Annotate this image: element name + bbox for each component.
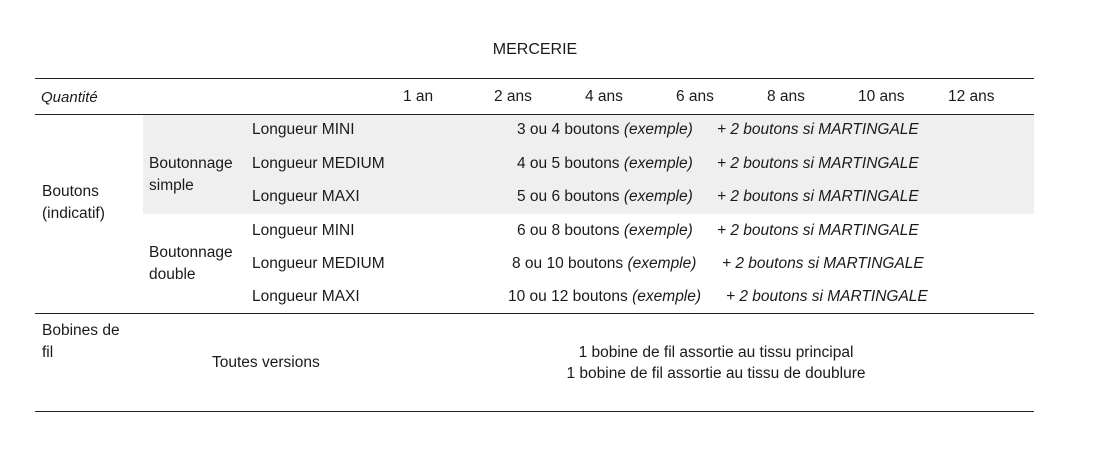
length-label: Longueur MEDIUM — [252, 255, 385, 272]
year-header: 10 ans — [858, 88, 905, 105]
group-label: simple — [149, 177, 194, 194]
boutons-sublabel: (indicatif) — [42, 205, 105, 222]
length-label: Longueur MAXI — [252, 188, 360, 205]
button-count: 3 ou 4 boutons (exemple) — [517, 121, 693, 138]
year-header: 12 ans — [948, 88, 995, 105]
year-header: 4 ans — [585, 88, 623, 105]
bobine-line: 1 bobine de fil assortie au tissu de doublure — [566, 365, 866, 382]
martingale-note: + 2 boutons si MARTINGALE — [717, 188, 919, 205]
year-header: 6 ans — [676, 88, 714, 105]
top-rule — [35, 78, 1034, 79]
bobines-label: fil — [42, 344, 54, 361]
martingale-note: + 2 boutons si MARTINGALE — [726, 288, 928, 305]
martingale-note: + 2 boutons si MARTINGALE — [717, 222, 919, 239]
button-count: 10 ou 12 boutons (exemple) — [508, 288, 702, 305]
table-title: MERCERIE — [492, 41, 578, 58]
group-label: Boutonnage — [149, 244, 233, 261]
button-count: 8 ou 10 boutons (exemple) — [512, 255, 697, 272]
length-label: Longueur MAXI — [252, 288, 360, 305]
martingale-note: + 2 boutons si MARTINGALE — [717, 155, 919, 172]
length-label: Longueur MINI — [252, 121, 355, 138]
group-label: Boutonnage — [149, 155, 233, 172]
button-count: 6 ou 8 boutons (exemple) — [517, 222, 693, 239]
year-header: 8 ans — [767, 88, 805, 105]
martingale-note: + 2 boutons si MARTINGALE — [717, 121, 919, 138]
button-count: 4 ou 5 boutons (exemple) — [517, 155, 693, 172]
version-label: Toutes versions — [212, 354, 320, 371]
button-count: 5 ou 6 boutons (exemple) — [517, 188, 693, 205]
boutons-label: Boutons — [42, 183, 99, 200]
section-rule — [35, 313, 1034, 314]
length-label: Longueur MEDIUM — [252, 155, 385, 172]
group-label: double — [149, 266, 196, 283]
length-label: Longueur MINI — [252, 222, 355, 239]
quantite-header: Quantité — [41, 89, 98, 106]
bobines-label: Bobines de — [42, 322, 120, 339]
bobine-line: 1 bobine de fil assortie au tissu principal — [578, 344, 854, 361]
martingale-note: + 2 boutons si MARTINGALE — [722, 255, 924, 272]
year-header: 2 ans — [494, 88, 532, 105]
year-header: 1 an — [403, 88, 434, 105]
bottom-rule — [35, 411, 1034, 412]
